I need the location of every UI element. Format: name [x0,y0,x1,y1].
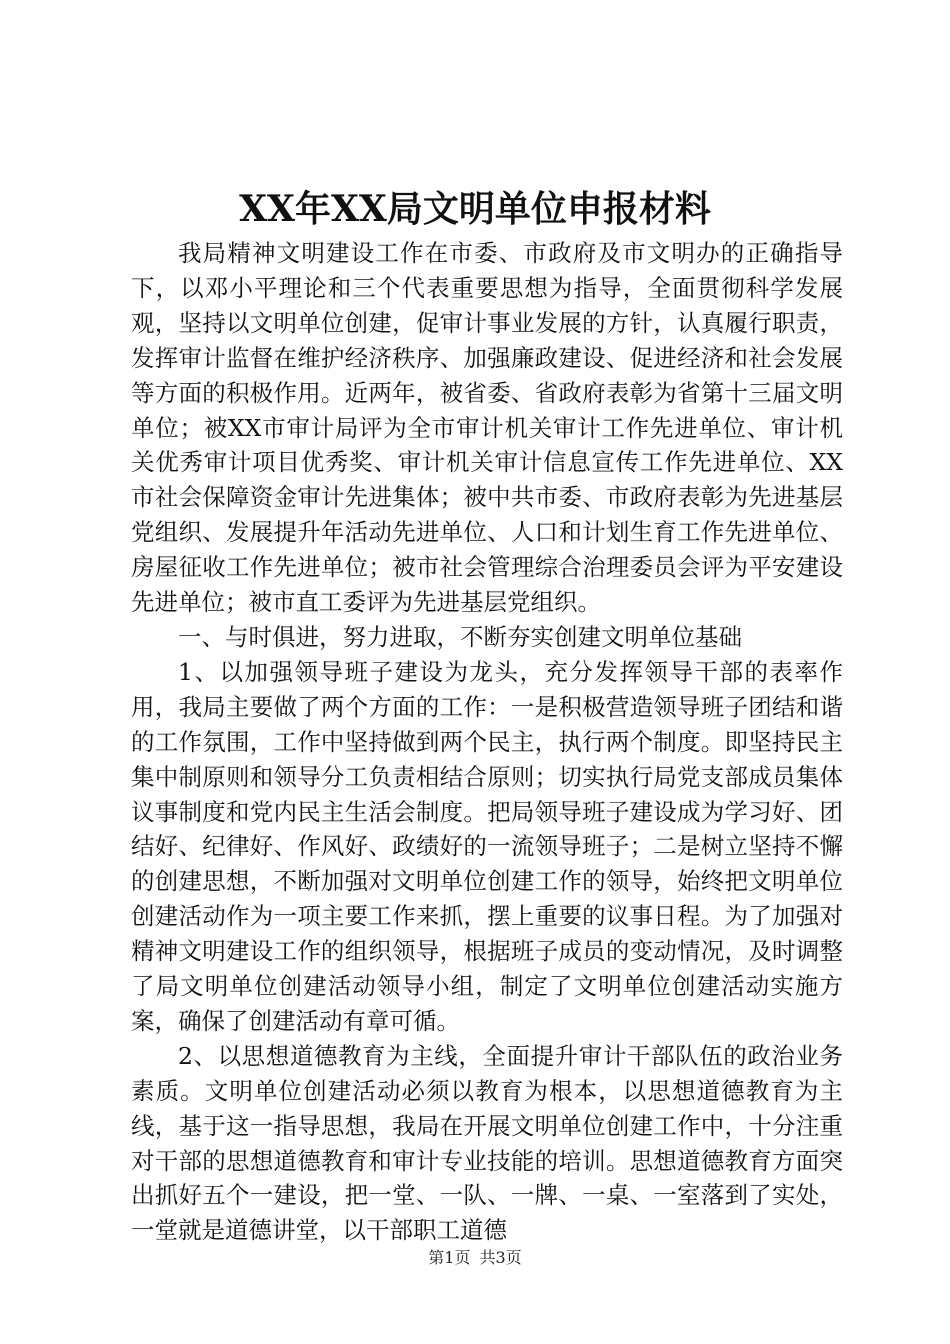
paragraph-intro: 我局精神文明建设工作在市委、市政府及市文明办的正确指导下，以邓小平理论和三个代表重要思想为指导，全面贯彻科学发展观，坚持以文明单位创建，促审计事业发展的方针，认真履行职责，发挥审计监督在维护经济秩序、加强廉政建设、促进经济和社会发展等方面的积极作用。近两年，被省委、省政府表彰为省第十三届文明单位；被XX市审计局评为全市审计机关审计工作先进单位、审计机关优秀审计项目优秀奖、审计机关审计信息宣传工作先进单位、XX市社会保障资金审计先进集体；被中共市委、市政府表彰为先进基层党组织、发展提升年活动先进单位、人口和计划生育工作先进单位、房屋征收工作先进单位；被市社会管理综合治理委员会评为平安建设先进单位；被市直工委评为先进基层党组织。 [131,239,843,617]
page-footer [0,1246,950,1270]
document-body [131,236,843,1248]
section-heading: 一、与时俱进，努力进取，不断夯实创建文明单位基础 [178,622,742,651]
paragraph-education: 2、以思想道德教育为主线，全面提升审计干部队伍的政治业务素质。文明单位创建活动必须以教育为根本，以思想道德教育为主线，基于这一指导思想，我局在开展文明单位创建工作中，十分注重对干部的思想道德教育和审计专业技能的培训。思想道德教育方面突出抓好五个一建设，把一堂、一队、一牌、一桌、一室落到了实处，一堂就是道德讲堂，以干部职工道德 [131,1041,843,1245]
page-number: 第1页 [428,1248,471,1267]
paragraph-leadership: 1、以加强领导班子建设为龙头，充分发挥领导干部的表率作用，我局主要做了两个方面的工作：一是积极营造领导班子团结和谐的工作氛围，工作中坚持做到两个民主，执行两个制度。即坚持民主集中制原则和领导分工负责相结合原则；切实执行局党支部成员集体议事制度和党内民主生活会制度。把局领导班子建设成为学习好、团结好、纪律好、作风好、政绩好的一流领导班子；二是树立坚持不懈的创建思想，不断加强对文明单位创建工作的领导，始终把文明单位创建活动作为一项主要工作来抓，摆上重要的议事日程。为了加强对精神文明建设工作的组织领导，根据班子成员的变动情况，及时调整了局文明单位创建活动领导小组，制定了文明单位创建活动实施方案，确保了创建活动有章可循。 [131,657,843,1035]
page-total: 共3页 [479,1248,522,1267]
document-title: XX年XX局文明单位申报材料 [239,188,711,230]
